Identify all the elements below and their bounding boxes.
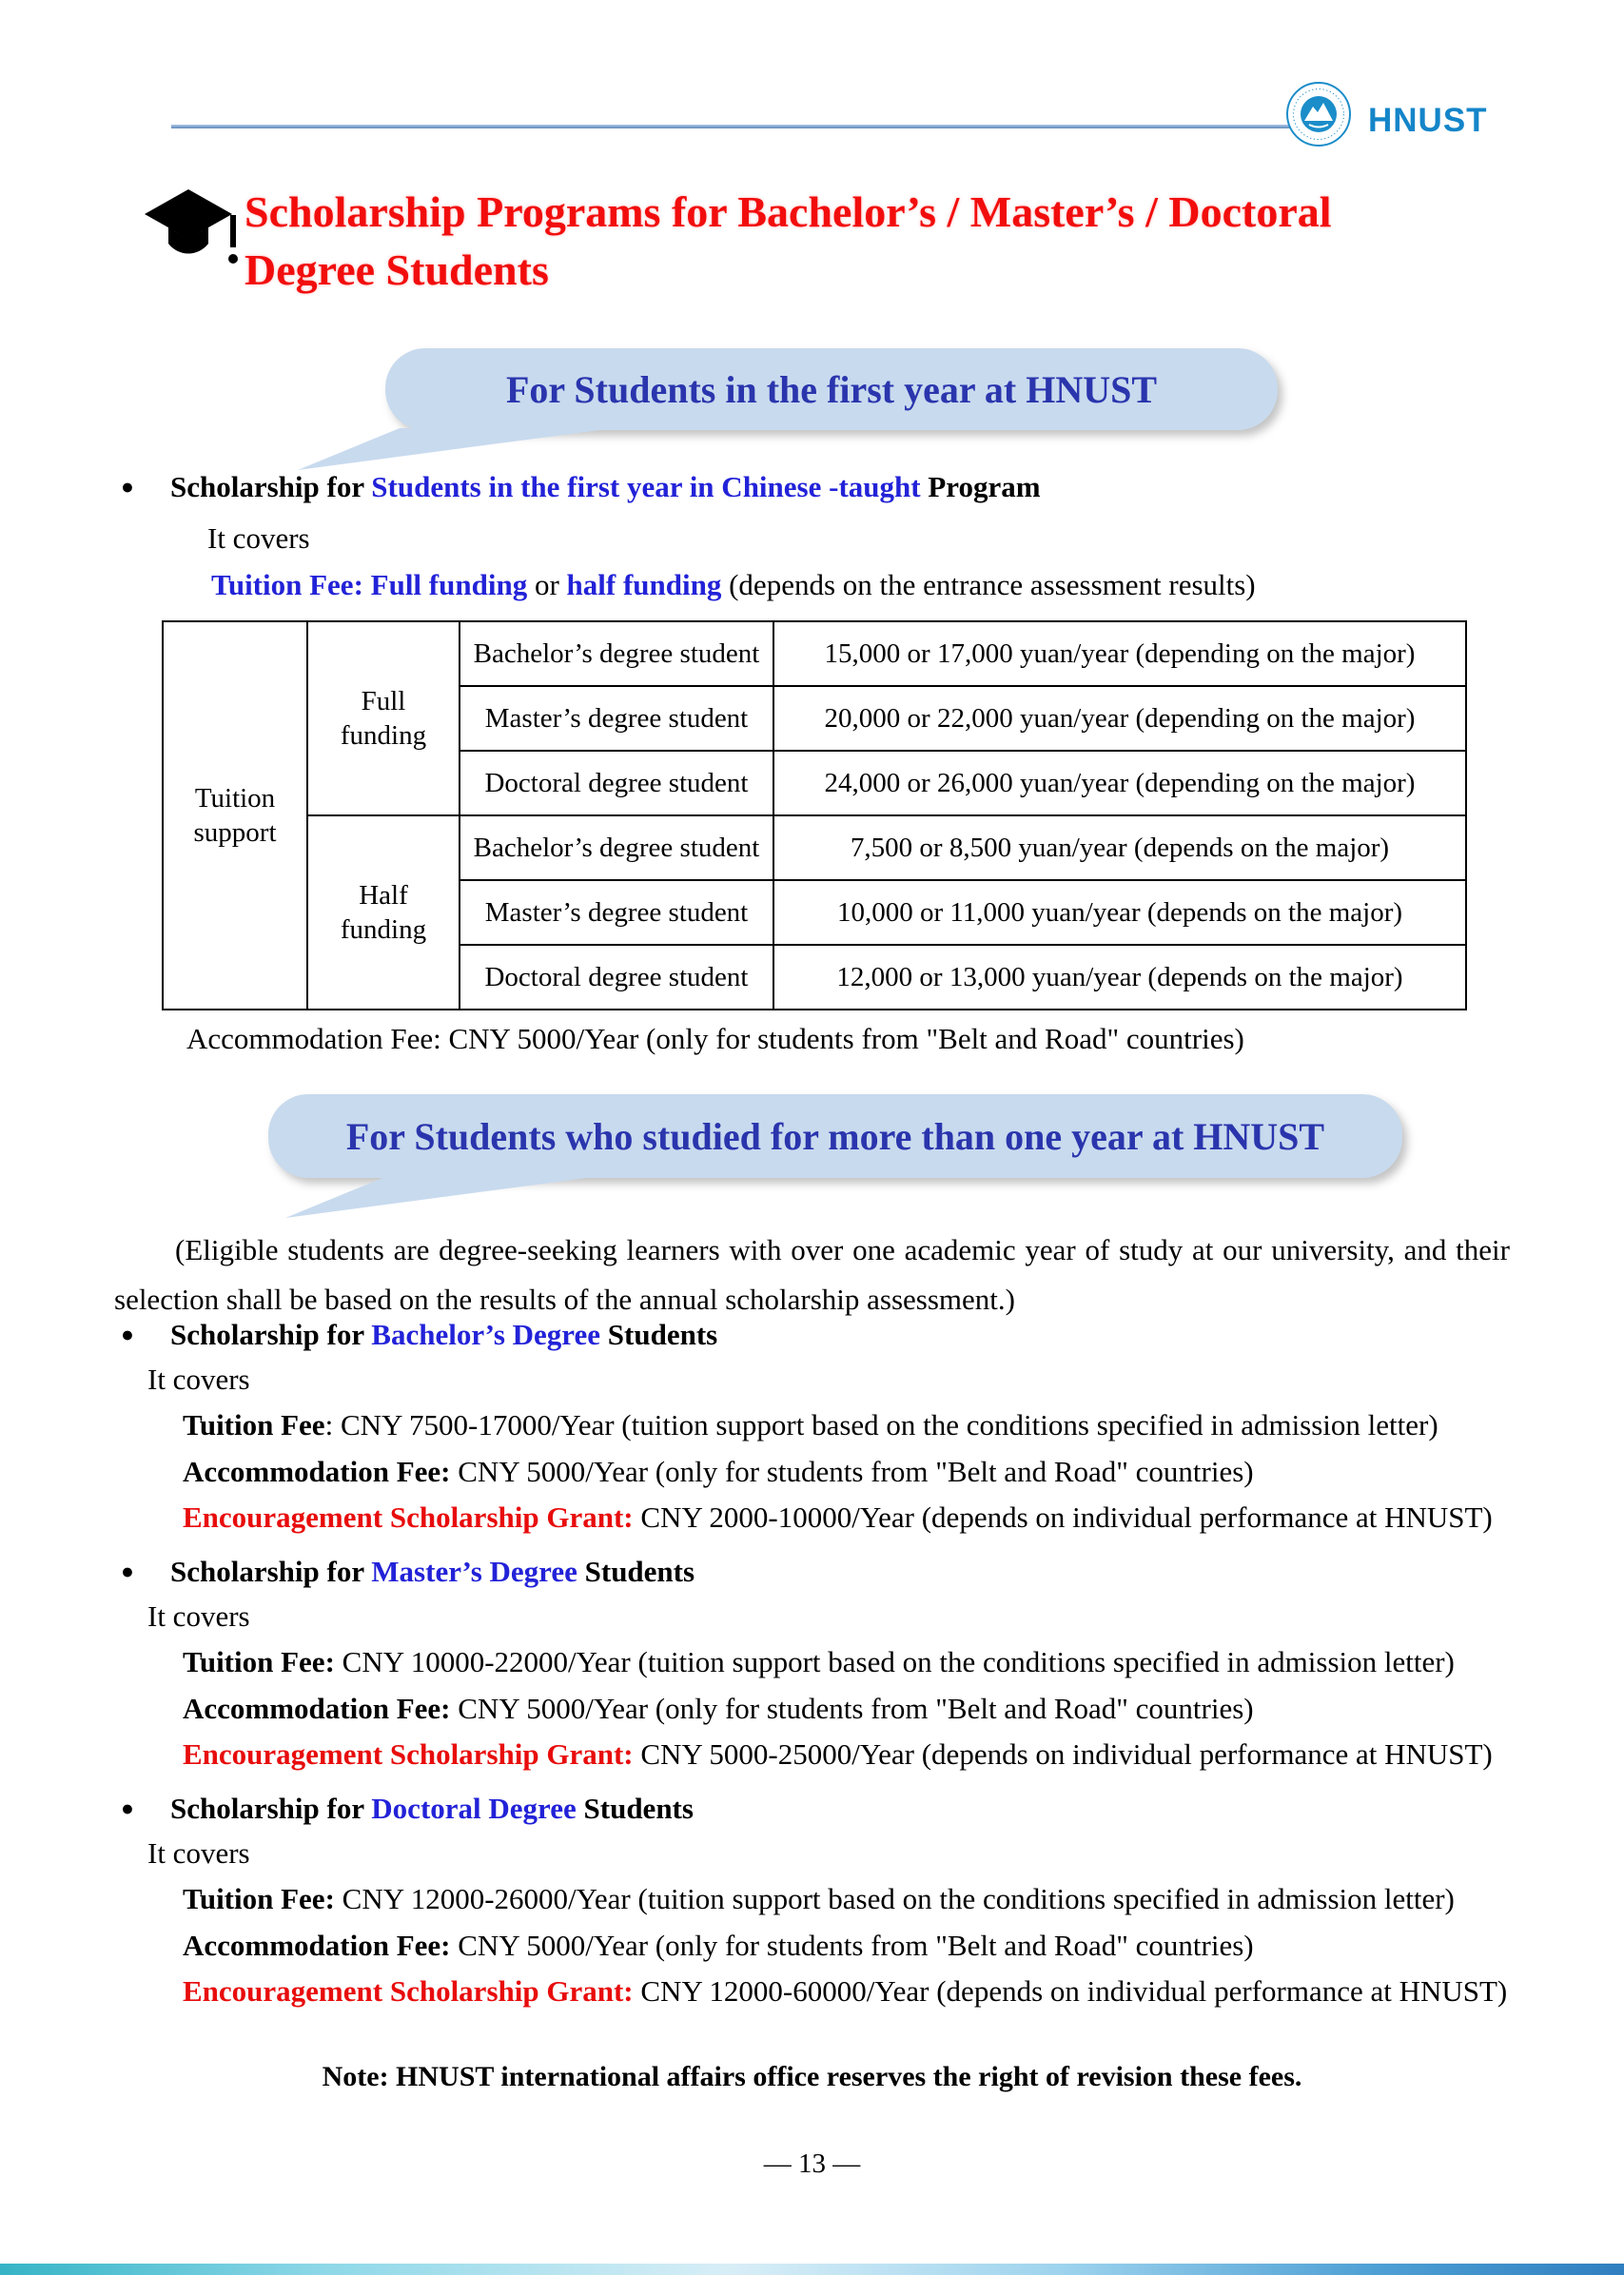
- cell-degree: Doctoral degree student: [460, 945, 773, 1010]
- doctoral-it-covers: It covers: [147, 1836, 250, 1870]
- bullet-icon: ●: [121, 475, 134, 499]
- accommodation-fee-label: Accommodation Fee:: [183, 1929, 451, 1962]
- heading-prefix: Scholarship for: [170, 1318, 372, 1351]
- accommodation-fee-value: CNY 5000/Year (only for students from "Belt and Road" countries): [450, 1692, 1254, 1725]
- tuition-fee-label: Tuition Fee: [183, 1408, 325, 1441]
- heading-highlight: Master’s Degree: [371, 1555, 577, 1588]
- tuition-full-funding: Tuition Fee: Full funding: [211, 568, 528, 601]
- chinese-program-tuition-line: [211, 566, 1256, 604]
- accommodation-fee-value: CNY 5000/Year (only for students from "Belt and Road" countries): [450, 1455, 1254, 1488]
- grant-label: Encouragement Scholarship Grant:: [183, 1737, 634, 1771]
- accommodation-note: Accommodation Fee: CNY 5000/Year (only for students from "Belt and Road" countries): [186, 1022, 1244, 1055]
- tuition-fee-label: Tuition Fee:: [183, 1645, 335, 1678]
- heading-suffix: Students: [577, 1555, 695, 1588]
- page-title: Scholarship Programs for Bachelor’s / Master’s / Doctoral Degree Students: [245, 187, 1332, 294]
- master-tuition-line: [183, 1643, 1455, 1681]
- table-row: [163, 815, 1466, 880]
- master-heading: [121, 1553, 695, 1591]
- cell-degree: Master’s degree student: [460, 880, 773, 945]
- cell-amount: 15,000 or 17,000 yuan/year (depending on the major): [773, 621, 1466, 686]
- bachelor-heading: [121, 1316, 717, 1354]
- hnust-seal-icon: [1284, 80, 1353, 148]
- heading-prefix: Scholarship for: [170, 470, 372, 503]
- cell-degree: Doctoral degree student: [460, 751, 773, 815]
- graduation-cap-icon: [143, 186, 242, 272]
- grant-value: CNY 5000-25000/Year (depends on individual performance at HNUST): [633, 1737, 1493, 1771]
- tuition-rest: (depends on the entrance assessment results): [721, 568, 1256, 601]
- tuition-fee-label: Tuition Fee:: [183, 1882, 335, 1915]
- master-accommodation-line: [183, 1690, 1254, 1728]
- banner-senior-text: For Students who studied for more than one year at HNUST: [345, 1114, 1325, 1158]
- tuition-or: or: [527, 568, 567, 601]
- cell-full-funding: Full funding: [307, 621, 460, 815]
- tuition-support-table: [162, 620, 1467, 1010]
- heading-prefix: Scholarship for: [170, 1792, 372, 1825]
- heading-suffix: Program: [920, 470, 1041, 503]
- bachelor-tuition-line: [183, 1406, 1438, 1444]
- banner-first-year-text: For Students in the first year at HNUST: [505, 367, 1158, 411]
- header-divider-line: [171, 125, 1300, 128]
- cell-degree: Bachelor’s degree student: [460, 621, 773, 686]
- cell-amount: 20,000 or 22,000 yuan/year (depending on the major): [773, 686, 1466, 751]
- accommodation-fee-value: CNY 5000/Year (only for students from "Belt and Road" countries): [450, 1929, 1254, 1962]
- tuition-half-funding: half funding: [566, 568, 722, 601]
- heading-prefix: Scholarship for: [170, 1555, 372, 1588]
- footer-gradient-bar: [0, 2264, 1624, 2275]
- cell-half-funding: Half funding: [307, 815, 460, 1010]
- banner-first-year-tail: [290, 428, 614, 470]
- grant-value: CNY 2000-10000/Year (depends on individual performance at HNUST): [633, 1500, 1493, 1534]
- grant-label: Encouragement Scholarship Grant:: [183, 1500, 634, 1534]
- tuition-fee-value: CNY 12000-26000/Year (tuition support based on the conditions specified in admission letter): [334, 1882, 1455, 1915]
- doctoral-tuition-line: [183, 1880, 1455, 1918]
- master-it-covers: It covers: [147, 1599, 250, 1633]
- revision-note: Note: HNUST international affairs office reserves the right of revision these fees.: [322, 2061, 1302, 2092]
- grant-value: CNY 12000-60000/Year (depends on individual performance at HNUST): [633, 1974, 1508, 2008]
- chinese-program-it-covers: It covers: [207, 521, 310, 555]
- master-grant-line: [183, 1736, 1493, 1774]
- heading-highlight: Doctoral Degree: [371, 1792, 577, 1825]
- logo-wordmark: HNUST: [1368, 102, 1488, 139]
- bullet-icon: ●: [121, 1796, 134, 1820]
- banner-first-year: [385, 348, 1278, 430]
- page-number: — 13 —: [763, 2148, 861, 2179]
- bachelor-it-covers: It covers: [147, 1363, 250, 1396]
- tuition-fee-value: CNY 10000-22000/Year (tuition support based on the conditions specified in admission letter): [334, 1645, 1455, 1678]
- tuition-fee-value: : CNY 7500-17000/Year (tuition support based on the conditions specified in admission letter): [324, 1408, 1438, 1441]
- bachelor-accommodation-line: [183, 1453, 1254, 1491]
- doctoral-accommodation-line: [183, 1927, 1254, 1965]
- heading-highlight: Students in the first year in Chinese -taught: [371, 470, 921, 503]
- grant-label: Encouragement Scholarship Grant:: [183, 1974, 634, 2008]
- table-row: [163, 621, 1466, 686]
- cell-degree: Bachelor’s degree student: [460, 815, 773, 880]
- heading-highlight: Bachelor’s Degree: [371, 1318, 601, 1351]
- cell-degree: Master’s degree student: [460, 686, 773, 751]
- cell-amount: 10,000 or 11,000 yuan/year (depends on the major): [773, 880, 1466, 945]
- banner-senior-students: [268, 1094, 1402, 1178]
- accommodation-fee-label: Accommodation Fee:: [183, 1692, 451, 1725]
- banner-senior-tail: [278, 1176, 601, 1218]
- bullet-icon: ●: [121, 1559, 134, 1583]
- cell-amount: 12,000 or 13,000 yuan/year (depends on the major): [773, 945, 1466, 1010]
- cell-tuition-support: Tuition support: [163, 621, 307, 1010]
- cell-amount: 7,500 or 8,500 yuan/year (depends on the major): [773, 815, 1466, 880]
- eligibility-note: (Eligible students are degree-seeking learners with over one academic year of study at our university, and their selection shall be based on the results of the annual scholarship assessment.): [114, 1233, 1510, 1316]
- bullet-icon: ●: [121, 1323, 134, 1346]
- doctoral-grant-line: [183, 1972, 1507, 2010]
- doctoral-heading: [121, 1790, 694, 1828]
- accommodation-fee-label: Accommodation Fee:: [183, 1455, 451, 1488]
- cell-amount: 24,000 or 26,000 yuan/year (depending on the major): [773, 751, 1466, 815]
- hnust-logo: [1284, 80, 1488, 148]
- chinese-program-heading: [121, 468, 1041, 506]
- heading-suffix: Students: [600, 1318, 718, 1351]
- heading-suffix: Students: [576, 1792, 694, 1825]
- bachelor-grant-line: [183, 1499, 1493, 1537]
